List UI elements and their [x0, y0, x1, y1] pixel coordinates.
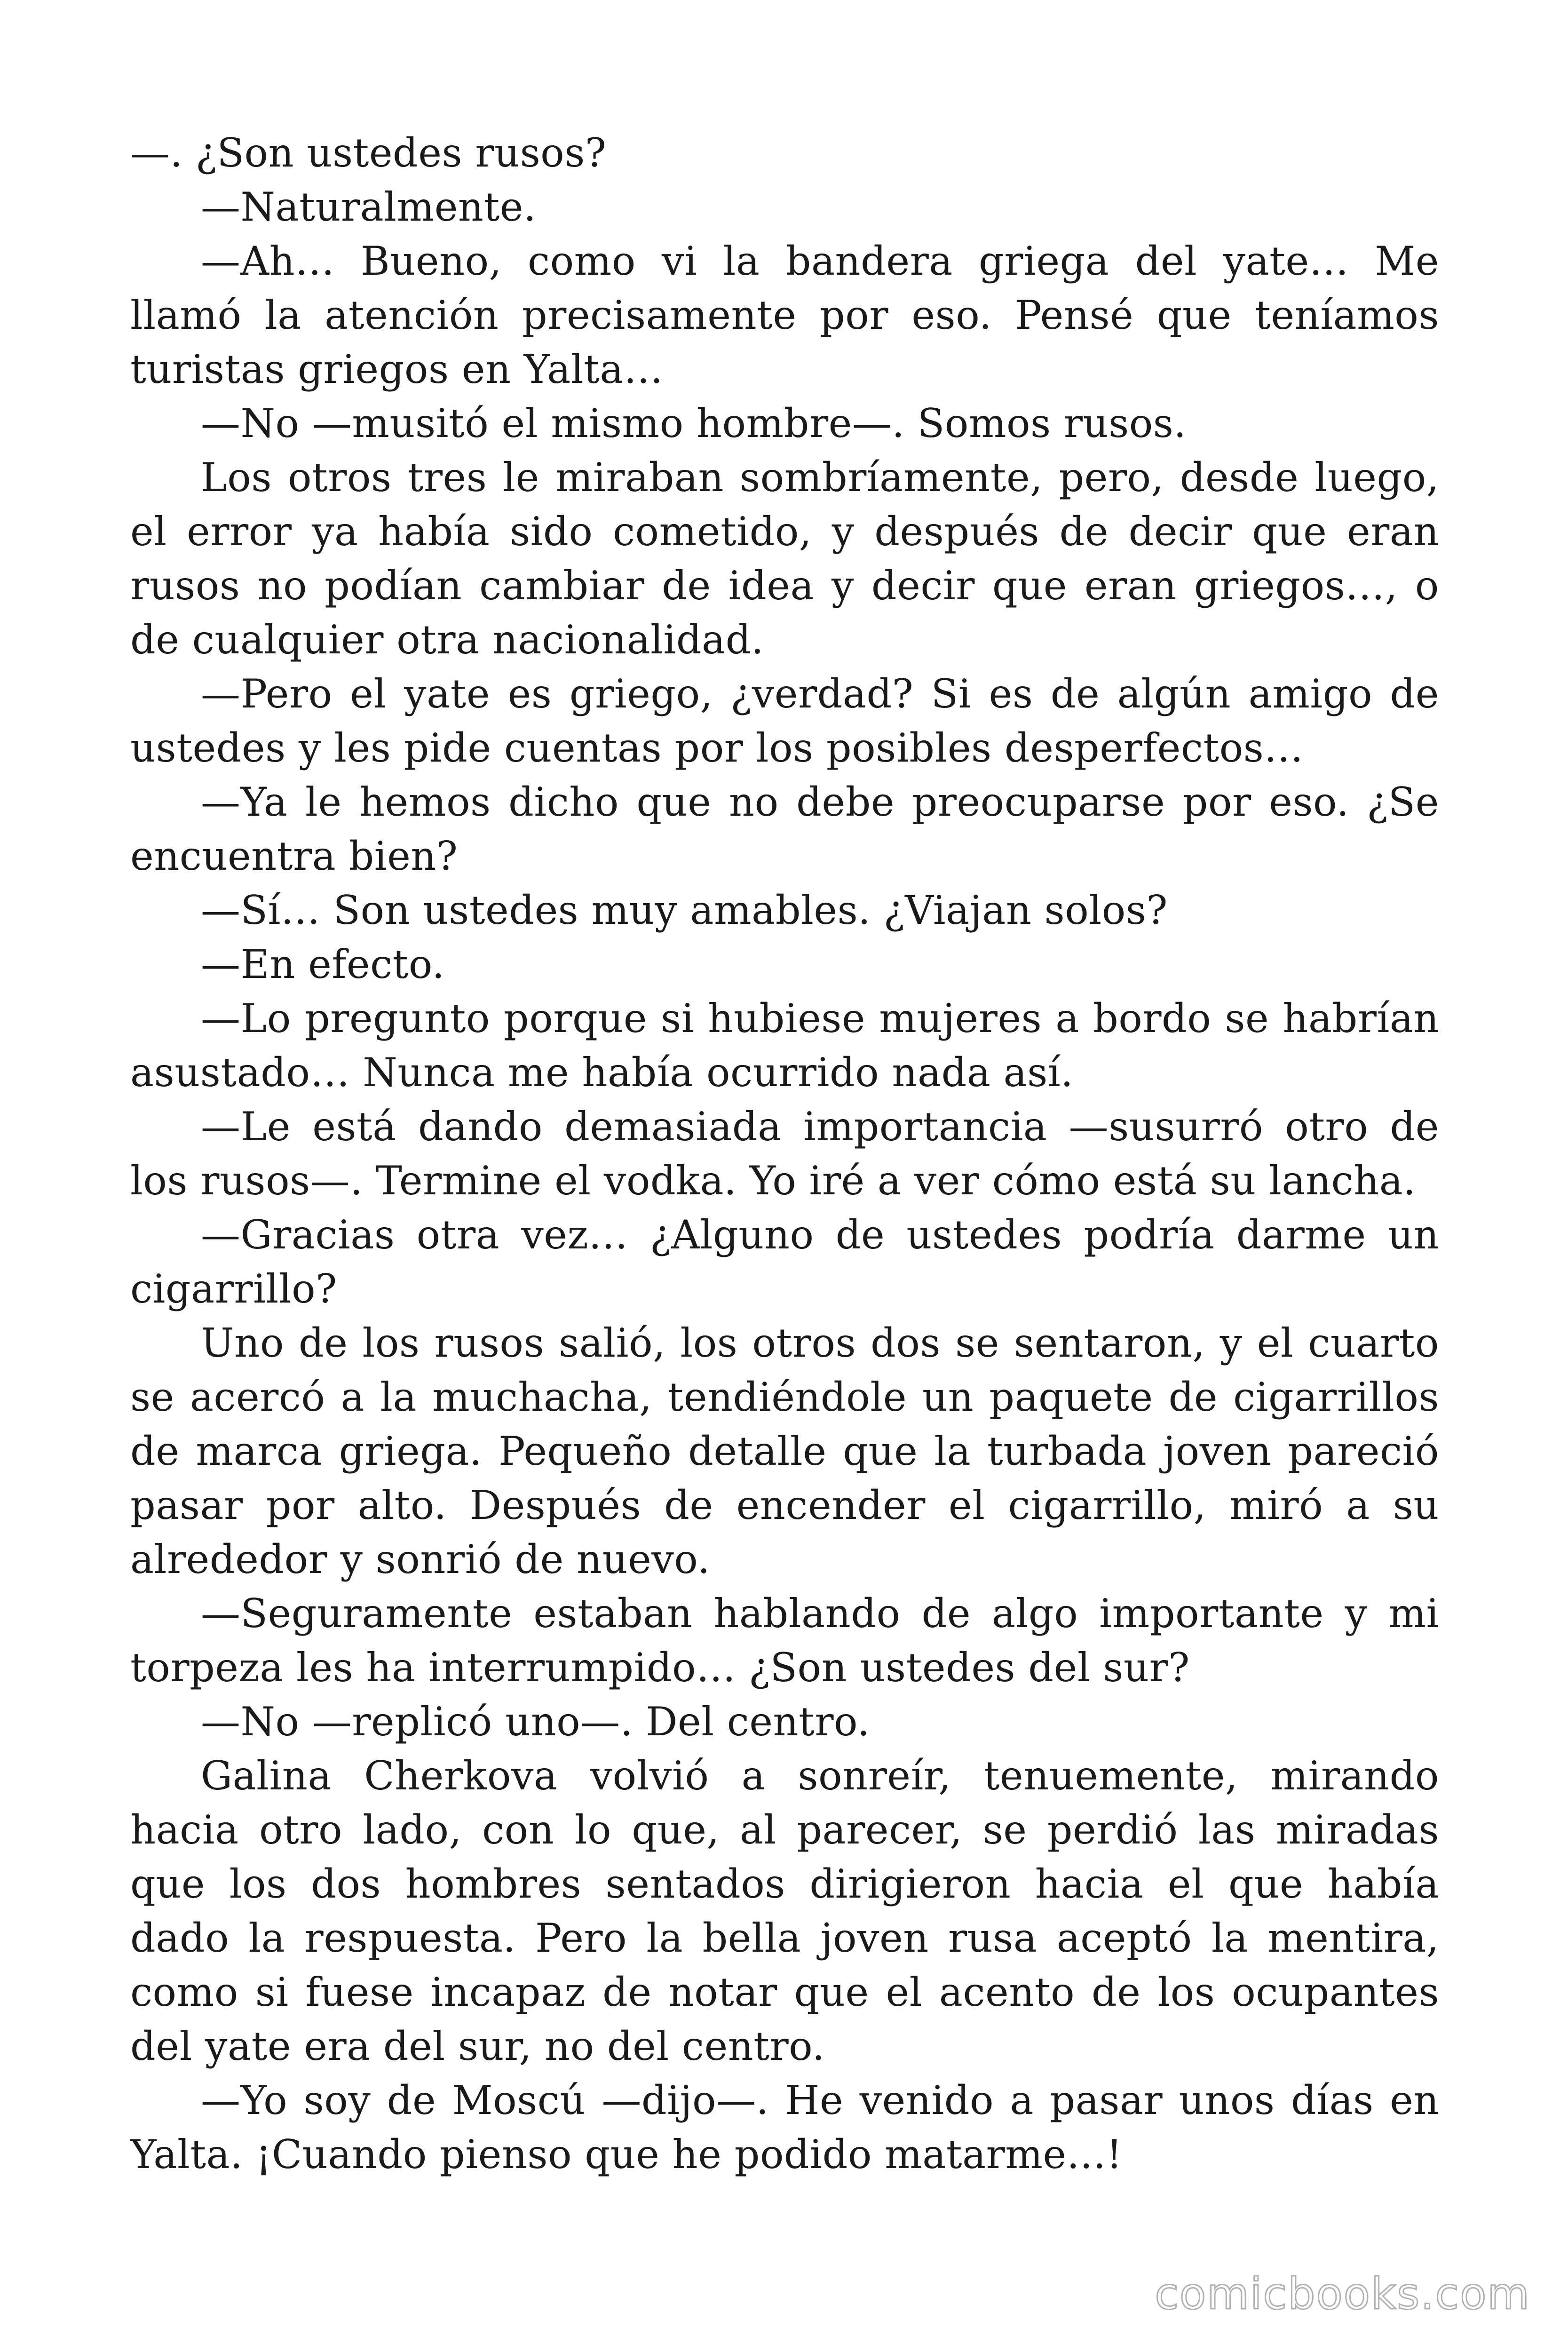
paragraph-7: —Ya le hemos dicho que no debe preocuparse por eso. ¿Se encuentra bien?: [130, 779, 1439, 879]
paragraph-9: —En efecto.: [201, 941, 445, 987]
paragraph-1: —. ¿Son ustedes rusos?: [130, 130, 607, 176]
paragraph-13: Uno de los rusos salió, los otros dos se sentaron, y el cuarto se acercó a la muchacha, tendiéndole un paquete de cigarrillos de marca griega. Pequeño detalle que la turbada joven pareció pasar por alto. Después de encender el cigarrillo, miró a su alrededor y sonrió de nuevo.: [130, 1320, 1439, 1582]
page-body: [130, 126, 1439, 2182]
paragraph-14: —Seguramente estaban hablando de algo importante y mi torpeza les ha interrumpido… ¿Son ustedes del sur?: [130, 1590, 1439, 1691]
paragraph-16: Galina Cherkova volvió a sonreír, tenuemente, mirando hacia otro lado, con lo que, al parecer, se perdió las miradas que los dos hombres sentados dirigieron hacia el que había dado la respuesta. Pero la bella joven rusa aceptó la mentira, como si fuese incapaz de notar que el acento de los ocupantes del yate era del sur, no del centro.: [130, 1753, 1439, 2069]
paragraph-10: —Lo pregunto porque si hubiese mujeres a bordo se habrían asustado… Nunca me había ocurrido nada así.: [130, 995, 1439, 1096]
paragraph-3: —Ah… Bueno, como vi la bandera griega del yate… Me llamó la atención precisamente por eso. Pensé que teníamos turistas griegos en Yalta…: [130, 238, 1439, 392]
watermark: comicbooks.com: [1155, 2269, 1530, 2319]
paragraph-11: —Le está dando demasiada importancia —susurró otro de los rusos—. Termine el vodka. Yo iré a ver cómo está su lancha.: [130, 1104, 1439, 1204]
paragraph-17: —Yo soy de Moscú —dijo—. He venido a pasar unos días en Yalta. ¡Cuando pienso que he podido matarme…!: [130, 2077, 1439, 2177]
paragraph-6: —Pero el yate es griego, ¿verdad? Si es de algún amigo de ustedes y les pide cuentas por los posibles desperfectos…: [130, 671, 1439, 771]
paragraph-15: —No —replicó uno—. Del centro.: [201, 1699, 870, 1745]
paragraph-4: —No —musitó el mismo hombre—. Somos rusos.: [201, 400, 1187, 446]
paragraph-5: Los otros tres le miraban sombríamente, pero, desde luego, el error ya había sido cometido, y después de decir que eran rusos no podían cambiar de idea y decir que eran griegos…, o de cualquier otra nacionalidad.: [130, 454, 1439, 663]
paragraph-8: —Sí… Son ustedes muy amables. ¿Viajan solos?: [201, 887, 1168, 933]
paragraph-2: —Naturalmente.: [201, 184, 537, 230]
paragraph-12: —Gracias otra vez… ¿Alguno de ustedes podría darme un cigarrillo?: [130, 1212, 1439, 1312]
